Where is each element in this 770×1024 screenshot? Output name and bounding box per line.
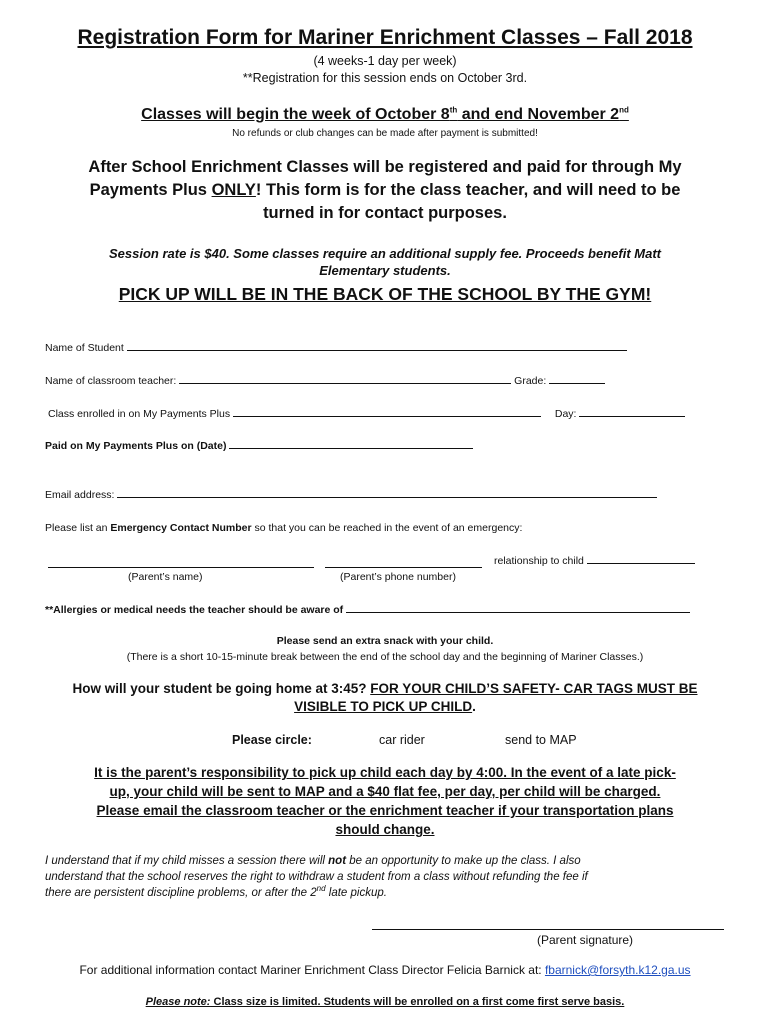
relationship-line[interactable]	[587, 562, 695, 564]
please-circle-label: Please circle:	[232, 733, 312, 747]
allergies-field[interactable]	[45, 604, 690, 616]
responsibility-paragraph: It is the parent’s responsibility to pick up child each day by 4:00. In the event of a late pick- up, your child will be sent to MAP and a $40 flat fee, per day, per child will be charged. Please email the classroom teacher or the enrichment teacher if your transportation plans should change.	[94, 765, 676, 837]
student-name-field[interactable]	[45, 342, 627, 354]
emergency-contact-instruction: Please list an Emergency Contact Number so that you can be reached in the event of an emergency:	[45, 522, 523, 534]
intro-paragraph: After School Enrichment Classes will be registered and paid for through My Payments Plus ONLY! This form is for the class teacher, and will need to be turned in for contact purposes.	[88, 158, 682, 222]
form-title: Registration Form for Mariner Enrichment Classes – Fall 2018	[77, 26, 693, 49]
parent-phone-line[interactable]	[325, 567, 482, 568]
director-email-link[interactable]: fbarnick@forsyth.k12.ga.us	[544, 963, 691, 977]
parents-name-caption: (Parent’s name)	[128, 571, 203, 583]
paid-on-field[interactable]	[45, 440, 473, 452]
grade-label: Grade:	[514, 375, 547, 387]
student-name-line[interactable]	[127, 349, 627, 351]
contact-info: For additional information contact Mariner Enrichment Class Director Felicia Barnick at: fbarnick@forsyth.k12.ga.us	[79, 963, 691, 977]
weeks-note: (4 weeks-1 day per week)	[313, 54, 457, 68]
classroom-teacher-label: Name of classroom teacher:	[45, 375, 177, 387]
relationship-label: relationship to child	[494, 555, 584, 567]
snack-note: Please send an extra snack with your child.	[276, 635, 494, 647]
allergies-label: **Allergies or medical needs the teacher should be aware of	[45, 604, 344, 616]
allergies-line[interactable]	[346, 611, 690, 613]
parent-signature-label: (Parent signature)	[537, 933, 634, 947]
snack-break-note: (There is a short 10-15-minute break between the end of the school day and the beginning of Mariner Classes.)	[126, 651, 644, 663]
day-line[interactable]	[579, 415, 685, 417]
registration-end-note: **Registration for this session ends on October 3rd.	[242, 71, 528, 85]
email-field[interactable]	[45, 489, 657, 501]
email-line[interactable]	[117, 496, 657, 498]
parent-signature-line[interactable]	[372, 929, 724, 930]
class-enrolled-label: Class enrolled in on My Payments Plus	[48, 408, 231, 420]
class-size-note: Please note: Class size is limited. Students will be enrolled on a first come first serve basis.	[145, 996, 625, 1008]
going-home-question: How will your student be going home at 3:45? FOR YOUR CHILD’S SAFETY- CAR TAGS MUST BE VISIBLE TO PICK UP CHILD.	[72, 681, 698, 714]
classroom-teacher-field[interactable]	[45, 375, 605, 387]
class-enrolled-line[interactable]	[233, 415, 541, 417]
parents-phone-caption: (Parent’s phone number)	[340, 571, 456, 583]
student-name-label: Name of Student	[45, 342, 124, 354]
pickup-notice: PICK UP WILL BE IN THE BACK OF THE SCHOOL BY THE GYM!	[118, 284, 652, 304]
email-label: Email address:	[45, 489, 115, 501]
no-refunds-note: No refunds or club changes can be made after payment is submitted!	[232, 128, 538, 139]
grade-line[interactable]	[549, 382, 605, 384]
option-car-rider[interactable]: car rider	[379, 733, 425, 747]
paid-on-line[interactable]	[229, 447, 473, 449]
class-dates: Classes will begin the week of October 8th and end November 2nd	[141, 105, 629, 123]
classroom-teacher-line[interactable]	[179, 382, 511, 384]
relationship-field[interactable]	[494, 555, 695, 567]
option-send-to-map[interactable]: send to MAP	[505, 733, 577, 747]
day-label: Day:	[554, 408, 577, 420]
parent-name-line[interactable]	[48, 567, 314, 568]
class-enrolled-field[interactable]	[48, 408, 685, 420]
understand-paragraph: I understand that if my child misses a session there will not be an opportunity to make up the class. I also understand that the school reserves the right to withdraw a student from a class without refunding the fee if there are persistent discipline problems, or after the 2nd late pickup.	[45, 855, 588, 899]
session-rate-note: Session rate is $40. Some classes require an additional supply fee. Proceeds benefit Matt Elementary students.	[109, 246, 661, 278]
paid-on-label: Paid on My Payments Plus on (Date)	[45, 440, 227, 452]
